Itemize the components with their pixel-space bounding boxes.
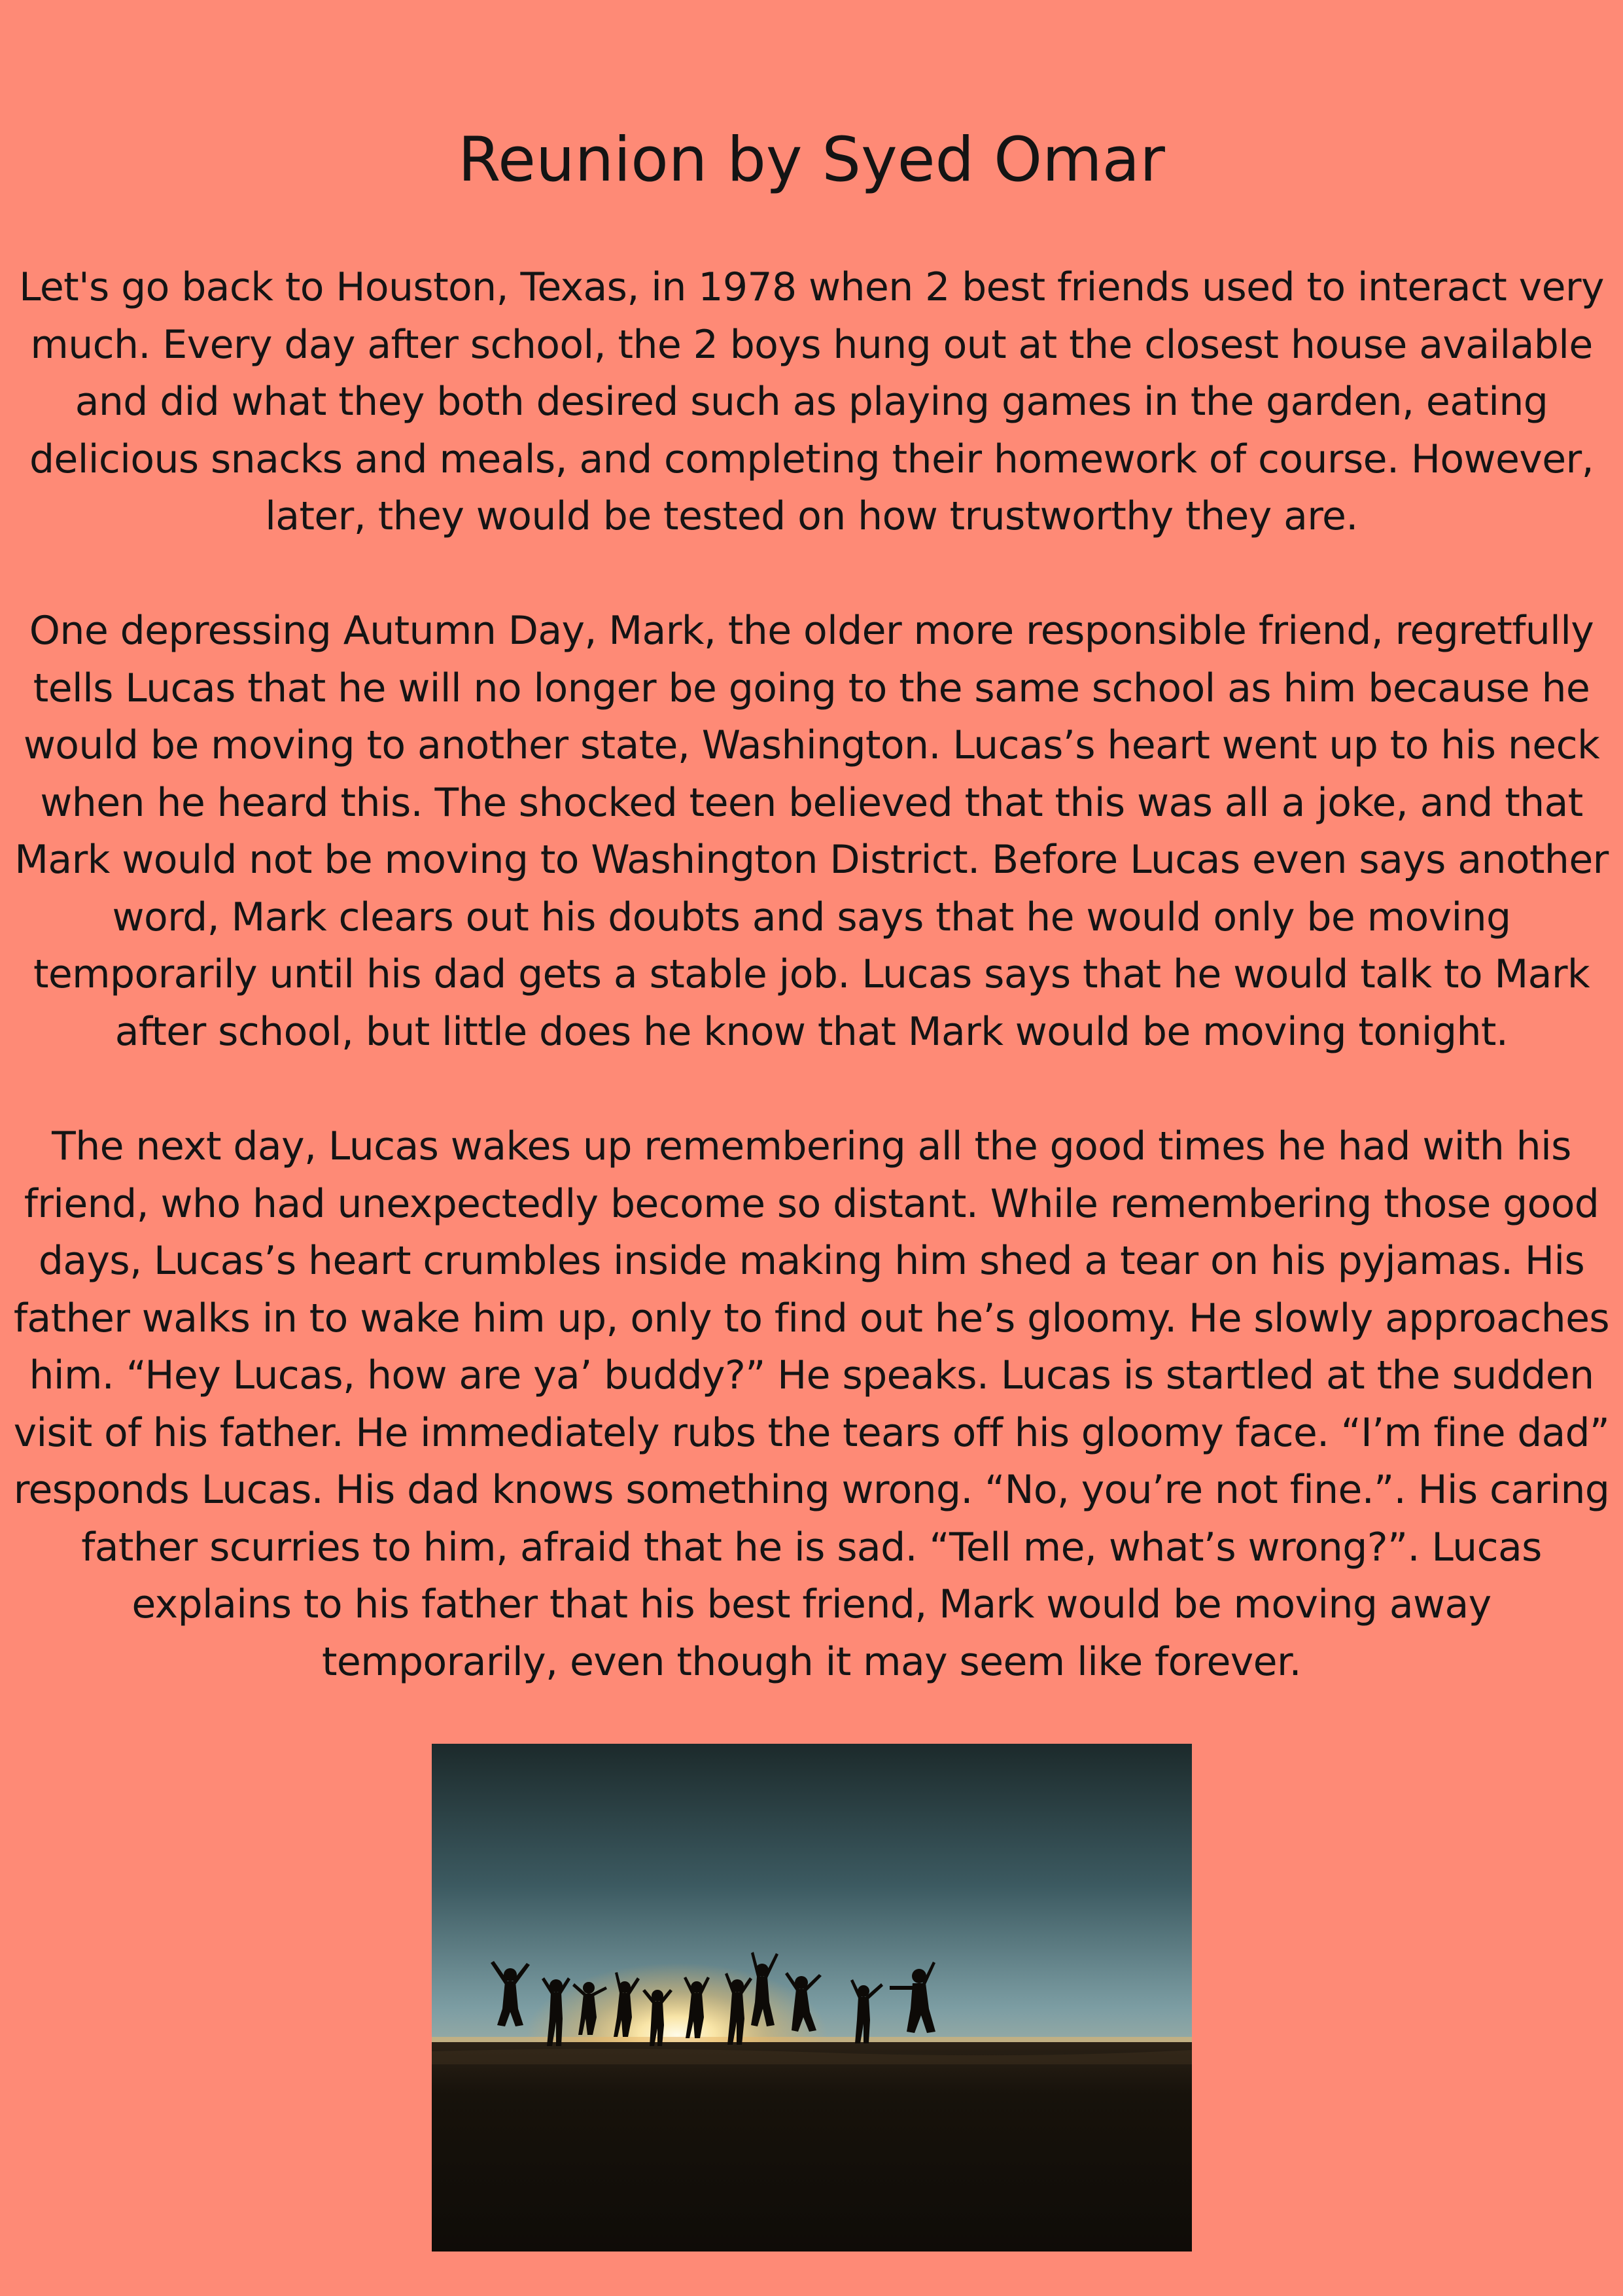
paragraph-line: much. Every day after school, the 2 boys hung out at the closest house available bbox=[30, 321, 1593, 368]
paragraph-line: tells Lucas that he will no longer be going to the same school as him because he bbox=[33, 665, 1590, 711]
paragraph-line: father walks in to wake him up, only to find out he’s gloomy. He slowly approaches bbox=[13, 1295, 1610, 1341]
sunset-beach-photo bbox=[432, 1744, 1192, 2252]
document-title: Reunion by Syed Omar bbox=[458, 124, 1165, 196]
paragraph-line: days, Lucas’s heart crumbles inside making him shed a tear on his pyjamas. His bbox=[38, 1238, 1585, 1284]
paragraph-line: The next day, Lucas wakes up remembering all the good times he had with his bbox=[52, 1123, 1571, 1169]
paragraph-line: when he heard this. The shocked teen believed that this was all a joke, and that bbox=[40, 779, 1583, 826]
story-paragraph-2 bbox=[0, 603, 1623, 1061]
paragraph-line: delicious snacks and meals, and completing their homework of course. However, bbox=[29, 436, 1594, 482]
story-paragraph-3 bbox=[0, 1118, 1623, 1691]
paragraph-line: Mark would not be moving to Washington District. Before Lucas even says another bbox=[14, 837, 1609, 883]
paragraph-line: One depressing Autumn Day, Mark, the older more responsible friend, regretfully bbox=[29, 608, 1594, 654]
paragraph-line: friend, who had unexpectedly become so distant. While remembering those good bbox=[24, 1180, 1599, 1227]
paragraph-line: later, they would be tested on how trustworthy they are. bbox=[265, 493, 1358, 539]
paragraph-line: temporarily until his dad gets a stable job. Lucas says that he would talk to Mark bbox=[33, 951, 1590, 997]
paragraph-line: word, Mark clears out his doubts and says that he would only be moving bbox=[112, 894, 1511, 940]
paragraph-line: him. “Hey Lucas, how are ya’ buddy?” He speaks. Lucas is startled at the sudden bbox=[29, 1352, 1594, 1398]
paragraph-line: Let's go back to Houston, Texas, in 1978 when 2 best friends used to interact very bbox=[19, 264, 1604, 310]
story-paragraph-1 bbox=[0, 259, 1623, 546]
paragraph-line: father scurries to him, afraid that he is sad. “Tell me, what’s wrong?”. Lucas bbox=[81, 1524, 1542, 1570]
paragraph-line: explains to his father that his best friend, Mark would be moving away bbox=[131, 1581, 1492, 1627]
paragraph-line: after school, but little does he know that Mark would be moving tonight. bbox=[114, 1008, 1509, 1055]
paragraph-line: responds Lucas. His dad knows something wrong. “No, you’re not fine.”. His caring bbox=[13, 1467, 1610, 1513]
paragraph-line: temporarily, even though it may seem like forever. bbox=[321, 1638, 1302, 1685]
paragraph-line: visit of his father. He immediately rubs the tears off his gloomy face. “I’m fine dad” bbox=[13, 1410, 1610, 1456]
paragraph-line: would be moving to another state, Washington. Lucas’s heart went up to his neck bbox=[23, 722, 1600, 768]
paragraph-line: and did what they both desired such as playing games in the garden, eating bbox=[75, 379, 1548, 425]
sunset-silhouettes-image bbox=[432, 1744, 1192, 2252]
